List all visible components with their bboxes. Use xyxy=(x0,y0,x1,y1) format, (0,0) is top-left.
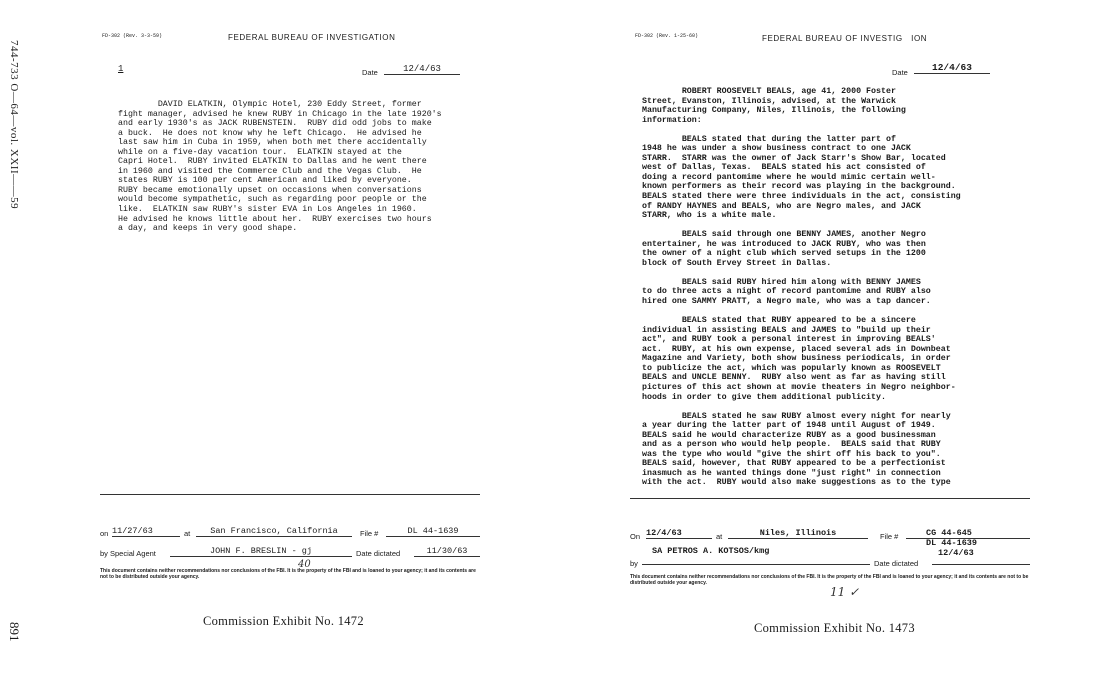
date-label: Date xyxy=(362,68,378,77)
file-number: CG 44-645 xyxy=(906,528,1030,539)
disclaimer: This document contains neither recommendations nor conclusions of the FBI. It is the property of the FBI and is loaned to your agency; it and its contents are not to be distributed outside your agency. xyxy=(630,574,1029,586)
date-label: Date xyxy=(892,68,908,77)
margin-volume-reference: 744-733 O—64—vol. XXII——59 xyxy=(8,40,20,210)
at-label: at xyxy=(184,529,191,538)
agent-name: SA PETROS A. KOTSOS/kmg xyxy=(652,546,770,556)
agency-header: FEDERAL BUREAU OF INVESTIG ION xyxy=(762,34,928,43)
agent-underline xyxy=(642,556,870,565)
file-number: DL 44-1639 xyxy=(386,526,480,537)
exhibit-caption: Commission Exhibit No. 1472 xyxy=(203,614,364,628)
on-date: 11/27/63 xyxy=(112,526,180,537)
handwritten-mark: 11 ✓ xyxy=(830,585,860,599)
divider-rule xyxy=(100,494,480,495)
interview-body: ROBERT ROOSEVELT BEALS, age 41, 2000 Foster Street, Evanston, Illinois, advised, at the Warwick Manufacturing Company, Niles, Illinois, the following information: BEALS stated that during the latter part of 1948 he was under a show business contract to one JACK STARR. STARR was the owner of Jack Starr's Show Bar, located west of Dallas, Texas. BEALS stated his act consisted of doing a record pantomime where he would mimic certain well- known performers as their record was playing in the background. BEALS stated there were three individuals in the act, consisting of RANDY HAYNES and BEALS, who are Negro males, and JACK STARR, who is a white male. BEALS said through one BENNY JAMES, another Negro entertainer, he was introduced to JACK RUBY, who was then the owner of a night club which served setups in the 1200 block of South Ervey Street in Dallas. BEALS said RUBY hired him along with BENNY JAMES to do three acts a night of record pantomime and RUBY also hired one SAMMY PRATT, a Negro male, who was a tap dancer. BEALS stated that RUBY appeared to be a sincere individual in assisting BEALS and JAMES to "build up their act", and RUBY took a personal interest in improving BEALS' act. RUBY, at his own expense, placed several ads in Downbeat Magazine and Variety, both show business periodicals, in order to publicize the act, which was popularly known as ROOSEVELT BEALS and UNCLE BENNY. RUBY also went as far as having still pictures of this act shown at movie theaters in Negro neighbor- hoods in order to give them additional publicity. BEALS stated he saw RUBY almost every night for nearly a year during the latter part of 1948 until August of 1949. BEALS said he would characterize RUBY as a good businessman and as a person who would help people. BEALS said that RUBY was the type who would "give the shirt off his back to you". BEALS said, however, that RUBY appeared to be a perfectionist inasmuch as he wanted things done "just right" in connection with the act. RUBY would also make suggestions as to the type xyxy=(642,87,961,488)
dictated-label: Date dictated xyxy=(356,549,401,558)
interview-body: DAVID ELATKIN, Olympic Hotel, 230 Eddy Street, former fight manager, advised he knew RUBY in Chicago in the late 1920's and early 1930's as JACK RUBENSTEIN. RUBY did odd jobs to make a buck. He does not know why he left Chicago. He advised he last saw him in Cuba in 1959, when both met there accidentally while on a five-day vacation tour. ELATKIN stayed at the Capri Hotel. RUBY invited ELATKIN to Dallas and he went there in 1960 and visited the Commerce Club and the Vegas Club. He states RUBY is 100 per cent American and liked by everyone. RUBY became emotionally upset on occasions when conversations would become sympathetic, such as regarding poor people or the like. ELATKIN saw RUBY's sister EVA in Los Angeles in 1960. He advised he knows little about her. RUBY exercises two hours a day, and keeps in very good shape. xyxy=(118,100,442,234)
agent-name: JOHN F. BRESLIN - gj xyxy=(170,546,352,557)
exhibit-caption: Commission Exhibit No. 1473 xyxy=(754,621,915,635)
page-index: 1 xyxy=(118,64,124,74)
agent-label: by Special Agent xyxy=(100,549,156,558)
agent-label: by xyxy=(630,559,638,568)
at-place: San Francisco, California xyxy=(196,526,352,537)
handwritten-mark: 40 xyxy=(298,559,311,570)
file-number-secondary: DL 44-1639 xyxy=(926,538,978,548)
at-label: at xyxy=(716,532,723,541)
on-label: On xyxy=(630,532,641,541)
dictated-label: Date dictated xyxy=(874,559,919,568)
file-label: File # xyxy=(880,532,899,541)
date-value: 12/4/63 xyxy=(914,62,990,74)
divider-rule xyxy=(630,498,1030,499)
dictated-underline xyxy=(932,556,1030,565)
dictated-date: 11/30/63 xyxy=(414,546,480,557)
file-label: File # xyxy=(360,529,379,538)
form-code: FD-302 (Rev. 1-25-60) xyxy=(635,33,699,39)
form-code: FD-302 (Rev. 3-3-59) xyxy=(102,33,163,39)
page-number: 891 xyxy=(7,622,22,642)
at-place: Niles, Illinois xyxy=(728,528,868,539)
on-date: 12/4/63 xyxy=(646,528,712,539)
on-label: on xyxy=(100,529,109,538)
file-date: 12/4/63 xyxy=(938,548,974,558)
disclaimer: This document contains neither recommendations nor conclusions of the FBI. It is the property of the FBI and is loaned to your agency; it and its contents are not to be distributed outside your agency. xyxy=(100,568,476,580)
agency-header: FEDERAL BUREAU OF INVESTIGATION xyxy=(228,33,396,42)
date-value: 12/4/63 xyxy=(384,64,460,75)
